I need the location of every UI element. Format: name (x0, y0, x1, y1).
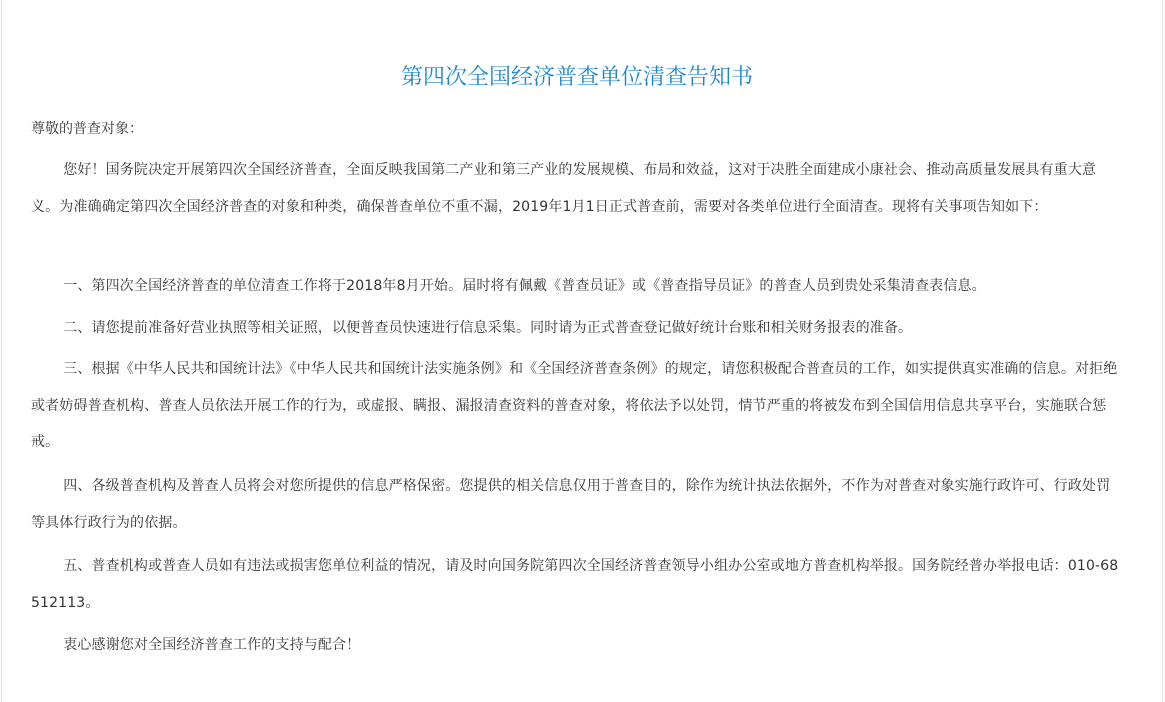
paragraph-intro: 您好！国务院决定开展第四次全国经济普查，全面反映我国第二产业和第三产业的发展规模、布局和效益，这对于决胜全面建成小康社会、推动高质量发展具有重大意义。为准确确定第四次全国经济普查的对象和种类，确保普查单位不重不漏，2019年1月1日正式普查前，需要对各类单位进行全面清查。现将有关事项告知如下： (31, 162, 1097, 215)
paragraph-item-1: 一、第四次全国经济普查的单位清查工作将于2018年8月开始。届时将有佩戴《普查员证》或《普查指导员证》的普查人员到贵处采集清查表信息。 (63, 278, 986, 294)
paragraph-closing: 衷心感谢您对全国经济普查工作的支持与配合！ (63, 637, 361, 653)
paragraph-item-4: 四、各级普查机构及普查人员将会对您所提供的信息严格保密。您提供的相关信息仅用于普查目的，除作为统计执法依据外，不作为对普查对象实施行政许可、行政处罚等具体行政行为的依据。 (31, 478, 1111, 531)
document-title: 第四次全国经济普查单位清查告知书 (400, 65, 753, 90)
greeting-line: 尊敬的普查对象： (31, 121, 143, 137)
paragraph-item-2: 二、请您提前准备好营业执照等相关证照，以便普查员快速进行信息采集。同时请为正式普查登记做好统计台账和相关财务报表的准备。 (63, 320, 913, 336)
paragraph-item-5: 五、普查机构或普查人员如有违法或损害您单位利益的情况，请及时向国务院第四次全国经济普查领导小组办公室或地方普查机构举报。国务院经普办举报电话：010-68512113。 (31, 558, 1119, 611)
paragraph-item-3: 三、根据《中华人民共和国统计法》《中华人民共和国统计法实施条例》和《全国经济普查条例》的规定，请您积极配合普查员的工作，如实提供真实准确的信息。对拒绝或者妨碍普查机构、普查人员依法开展工作的行为，或虚报、瞒报、漏报清查资料的普查对象，将依法予以处罚，情节严重的将被发布到全国信用信息共享平台，实施联合惩戒。 (31, 361, 1118, 450)
